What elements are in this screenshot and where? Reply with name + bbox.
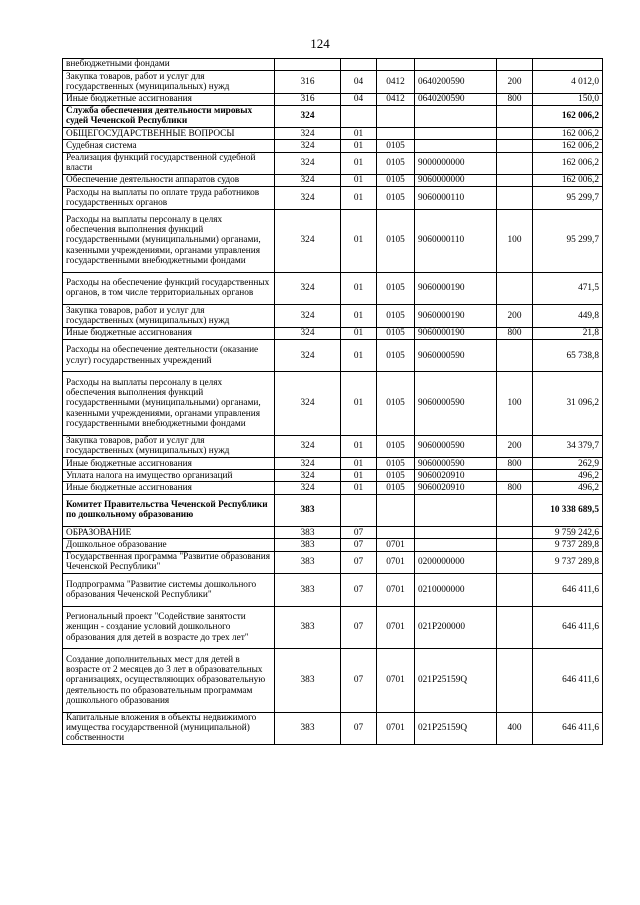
row-name: ОБЩЕГОСУДАРСТВЕННЫЕ ВОПРОСЫ (63, 128, 275, 140)
row-section (341, 494, 377, 527)
row-code: 383 (275, 573, 341, 606)
row-sum: 31 096,2 (533, 372, 603, 435)
row-code: 316 (275, 93, 341, 105)
table-row (63, 105, 603, 127)
row-section: 07 (341, 551, 377, 573)
row-sum: 646 411,6 (533, 712, 603, 745)
row-code: 324 (275, 209, 341, 272)
row-expense-type: 100 (497, 372, 533, 435)
table-row (63, 174, 603, 186)
row-name: ОБРАЗОВАНИЕ (63, 527, 275, 539)
row-subsection (377, 527, 415, 539)
row-section: 07 (341, 649, 377, 712)
row-target-article: 9060000190 (415, 272, 497, 305)
row-sum: 162 006,2 (533, 128, 603, 140)
table-row (63, 272, 603, 305)
row-section: 01 (341, 482, 377, 494)
row-section: 07 (341, 606, 377, 649)
row-sum: 95 299,7 (533, 187, 603, 209)
row-subsection: 0105 (377, 458, 415, 470)
row-sum: 162 006,2 (533, 174, 603, 186)
row-code: 324 (275, 470, 341, 482)
row-subsection (377, 59, 415, 71)
row-subsection: 0412 (377, 93, 415, 105)
row-name: Иные бюджетные ассигнования (63, 482, 275, 494)
row-section: 04 (341, 93, 377, 105)
row-target-article: 9000000000 (415, 152, 497, 174)
row-section: 01 (341, 458, 377, 470)
row-subsection (377, 105, 415, 127)
row-section: 07 (341, 527, 377, 539)
row-sum: 9 759 242,6 (533, 527, 603, 539)
row-target-article: 9060000590 (415, 458, 497, 470)
row-expense-type (497, 649, 533, 712)
row-sum: 10 338 689,5 (533, 494, 603, 527)
row-code: 324 (275, 339, 341, 372)
row-subsection: 0105 (377, 435, 415, 457)
row-name: Иные бюджетные ассигнования (63, 93, 275, 105)
table-row (63, 372, 603, 435)
row-target-article: 021P25159Q (415, 712, 497, 745)
table-body (63, 59, 603, 745)
row-sum: 471,5 (533, 272, 603, 305)
row-target-article: 9060000110 (415, 209, 497, 272)
row-expense-type (497, 272, 533, 305)
row-expense-type (497, 187, 533, 209)
row-name: Расходы на обеспечение деятельности (оказание услуг) государственных учреждений (63, 339, 275, 372)
row-target-article (415, 105, 497, 127)
row-subsection (377, 128, 415, 140)
row-code: 383 (275, 494, 341, 527)
row-subsection: 0105 (377, 372, 415, 435)
row-expense-type (497, 606, 533, 649)
row-subsection: 0412 (377, 71, 415, 93)
table-row (63, 606, 603, 649)
row-name: Региональный проект "Содействие занятости женщин - создание условий дошкольного образования для детей в возрасте до трех лет" (63, 606, 275, 649)
row-name: Расходы на обеспечение функций государственных органов, в том числе территориальных органов (63, 272, 275, 305)
row-code: 324 (275, 305, 341, 327)
row-subsection: 0105 (377, 482, 415, 494)
row-code: 324 (275, 187, 341, 209)
row-code: 383 (275, 606, 341, 649)
row-section: 01 (341, 470, 377, 482)
row-target-article: 0640200590 (415, 71, 497, 93)
row-expense-type (497, 128, 533, 140)
row-expense-type: 200 (497, 305, 533, 327)
row-target-article: 9060000110 (415, 187, 497, 209)
row-name: Расходы на выплаты персоналу в целях обеспечения выполнения функций государственными (муниципальными) органами, казенными учреждениями, органами управления государственными внебюджетными фондами (63, 209, 275, 272)
table-row (63, 339, 603, 372)
row-code: 383 (275, 712, 341, 745)
row-subsection: 0105 (377, 470, 415, 482)
row-target-article: 0640200590 (415, 93, 497, 105)
row-subsection: 0105 (377, 152, 415, 174)
row-expense-type (497, 174, 533, 186)
table-row (63, 539, 603, 551)
row-code: 316 (275, 71, 341, 93)
row-code: 324 (275, 272, 341, 305)
row-section: 01 (341, 435, 377, 457)
row-target-article: 9060000190 (415, 327, 497, 339)
row-name: Обеспечение деятельности аппаратов судов (63, 174, 275, 186)
row-code: 324 (275, 372, 341, 435)
row-sum: 162 006,2 (533, 152, 603, 174)
row-sum (533, 59, 603, 71)
row-subsection: 0105 (377, 327, 415, 339)
row-subsection: 0701 (377, 551, 415, 573)
row-target-article (415, 59, 497, 71)
row-sum: 162 006,2 (533, 140, 603, 152)
row-subsection: 0105 (377, 140, 415, 152)
table-row (63, 152, 603, 174)
table-row (63, 435, 603, 457)
row-target-article (415, 128, 497, 140)
row-expense-type (497, 527, 533, 539)
row-sum: 262,9 (533, 458, 603, 470)
row-subsection: 0105 (377, 187, 415, 209)
row-section: 01 (341, 339, 377, 372)
row-expense-type (497, 140, 533, 152)
row-expense-type: 800 (497, 327, 533, 339)
row-target-article: 9060000590 (415, 435, 497, 457)
row-sum: 162 006,2 (533, 105, 603, 127)
row-name: Судебная система (63, 140, 275, 152)
row-target-article: 9060000000 (415, 174, 497, 186)
row-expense-type (497, 59, 533, 71)
row-code: 383 (275, 551, 341, 573)
row-section (341, 105, 377, 127)
row-section: 01 (341, 305, 377, 327)
row-name: внебюджетными фондами (63, 59, 275, 71)
row-name: Реализация функций государственной судебной власти (63, 152, 275, 174)
page-number: 124 (310, 36, 330, 51)
row-subsection: 0701 (377, 573, 415, 606)
row-code: 324 (275, 140, 341, 152)
table-row (63, 140, 603, 152)
row-sum: 95 299,7 (533, 209, 603, 272)
row-name: Государственная программа "Развитие образования Чеченской Республики" (63, 551, 275, 573)
row-subsection: 0105 (377, 174, 415, 186)
row-sum: 4 012,0 (533, 71, 603, 93)
row-target-article: 0200000000 (415, 551, 497, 573)
row-sum: 496,2 (533, 482, 603, 494)
row-code: 324 (275, 128, 341, 140)
row-name: Служба обеспечения деятельности мировых судей Чеченской Республики (63, 105, 275, 127)
table-row (63, 470, 603, 482)
table-row (63, 71, 603, 93)
table-row (63, 305, 603, 327)
row-expense-type: 800 (497, 458, 533, 470)
row-name: Расходы на выплаты персоналу в целях обеспечения выполнения функций государственными (муниципальными) органами, казенными учреждениями, органами управления государственными внебюджетными фондами (63, 372, 275, 435)
row-name: Подпрограмма "Развитие системы дошкольного образования Чеченской Республики" (63, 573, 275, 606)
table-row (63, 551, 603, 573)
row-sum: 449,8 (533, 305, 603, 327)
row-sum: 646 411,6 (533, 649, 603, 712)
row-target-article (415, 527, 497, 539)
row-subsection: 0105 (377, 339, 415, 372)
table-row (63, 482, 603, 494)
row-expense-type: 100 (497, 209, 533, 272)
row-section: 01 (341, 128, 377, 140)
row-target-article: 9060000190 (415, 305, 497, 327)
row-subsection: 0105 (377, 272, 415, 305)
row-name: Закупка товаров, работ и услуг для государственных (муниципальных) нужд (63, 305, 275, 327)
row-sum: 646 411,6 (533, 606, 603, 649)
row-section: 01 (341, 152, 377, 174)
row-expense-type (497, 539, 533, 551)
table-row (63, 712, 603, 745)
row-subsection: 0105 (377, 305, 415, 327)
row-target-article: 021P25159Q (415, 649, 497, 712)
row-target-article: 9060020910 (415, 482, 497, 494)
row-sum: 646 411,6 (533, 573, 603, 606)
row-code: 324 (275, 458, 341, 470)
row-code: 324 (275, 327, 341, 339)
row-name: Закупка товаров, работ и услуг для государственных (муниципальных) нужд (63, 71, 275, 93)
row-target-article (415, 494, 497, 527)
row-sum: 496,2 (533, 470, 603, 482)
row-code: 324 (275, 174, 341, 186)
table-row (63, 209, 603, 272)
row-code: 324 (275, 152, 341, 174)
row-expense-type (497, 105, 533, 127)
row-code: 383 (275, 649, 341, 712)
row-code: 324 (275, 482, 341, 494)
table-row (63, 187, 603, 209)
row-expense-type (497, 470, 533, 482)
row-name: Уплата налога на имущество организаций (63, 470, 275, 482)
row-target-article (415, 140, 497, 152)
row-expense-type: 400 (497, 712, 533, 745)
row-section: 04 (341, 71, 377, 93)
row-section: 01 (341, 209, 377, 272)
row-name: Расходы на выплаты по оплате труда работников государственных органов (63, 187, 275, 209)
row-name: Закупка товаров, работ и услуг для государственных (муниципальных) нужд (63, 435, 275, 457)
budget-table (62, 58, 603, 745)
row-target-article: 9060000590 (415, 372, 497, 435)
row-code: 324 (275, 435, 341, 457)
row-subsection: 0701 (377, 649, 415, 712)
row-name: Комитет Правительства Чеченской Республики по дошкольному образованию (63, 494, 275, 527)
row-name: Иные бюджетные ассигнования (63, 327, 275, 339)
row-expense-type (497, 551, 533, 573)
table-row (63, 93, 603, 105)
row-target-article: 9060020910 (415, 470, 497, 482)
row-subsection: 0701 (377, 539, 415, 551)
row-expense-type (497, 494, 533, 527)
table-row (63, 649, 603, 712)
row-section: 07 (341, 712, 377, 745)
row-subsection: 0105 (377, 209, 415, 272)
row-name: Капитальные вложения в объекты недвижимого имущества государственной (муниципальной) собственности (63, 712, 275, 745)
row-code (275, 59, 341, 71)
row-expense-type: 200 (497, 435, 533, 457)
row-subsection: 0701 (377, 606, 415, 649)
row-expense-type: 200 (497, 71, 533, 93)
row-sum: 9 737 289,8 (533, 551, 603, 573)
row-target-article: 021P200000 (415, 606, 497, 649)
table-row (63, 128, 603, 140)
row-name: Создание дополнительных мест для детей в возрасте от 2 месяцев до 3 лет в образовательных организациях, осуществляющих образовательную деятельность по образовательным программам дошкольного образования (63, 649, 275, 712)
row-section: 01 (341, 174, 377, 186)
row-sum: 21,8 (533, 327, 603, 339)
table-row (63, 458, 603, 470)
table-row (63, 327, 603, 339)
row-name: Иные бюджетные ассигнования (63, 458, 275, 470)
table-row (63, 573, 603, 606)
row-section (341, 59, 377, 71)
table-row (63, 527, 603, 539)
row-code: 324 (275, 105, 341, 127)
row-name: Дошкольное образование (63, 539, 275, 551)
row-subsection: 0701 (377, 712, 415, 745)
row-target-article (415, 539, 497, 551)
row-target-article: 0210000000 (415, 573, 497, 606)
row-section: 01 (341, 372, 377, 435)
row-subsection (377, 494, 415, 527)
row-section: 07 (341, 573, 377, 606)
row-section: 07 (341, 539, 377, 551)
row-code: 383 (275, 527, 341, 539)
row-sum: 150,0 (533, 93, 603, 105)
row-expense-type: 800 (497, 482, 533, 494)
row-sum: 9 737 289,8 (533, 539, 603, 551)
row-sum: 34 379,7 (533, 435, 603, 457)
row-expense-type: 800 (497, 93, 533, 105)
table-row (63, 494, 603, 527)
row-expense-type (497, 152, 533, 174)
row-expense-type (497, 573, 533, 606)
table-row (63, 59, 603, 71)
row-sum: 65 738,8 (533, 339, 603, 372)
row-code: 383 (275, 539, 341, 551)
row-section: 01 (341, 272, 377, 305)
row-target-article: 9060000590 (415, 339, 497, 372)
row-expense-type (497, 339, 533, 372)
row-section: 01 (341, 327, 377, 339)
row-section: 01 (341, 140, 377, 152)
row-section: 01 (341, 187, 377, 209)
